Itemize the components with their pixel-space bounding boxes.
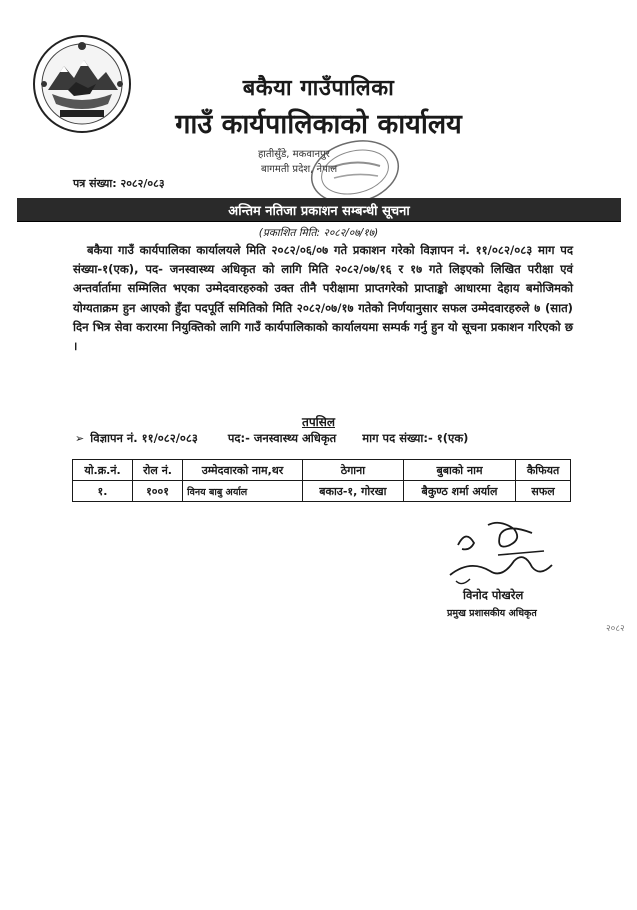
cell-address: बकाउ-१, गोरखा	[302, 481, 403, 502]
header-father-name: बुबाको नाम	[403, 460, 515, 481]
office-name: गाउँ कार्यपालिकाको कार्यालय	[175, 109, 462, 140]
header-roll: रोल नं.	[132, 460, 182, 481]
header-candidate-name: उम्मेदवारको नाम,थर	[183, 460, 303, 481]
post-name: पद:- जनस्वास्थ्य अधिकृत	[227, 431, 337, 445]
page-mark: २०८२	[606, 624, 625, 634]
header-serial: यो.क्र.नं.	[73, 460, 133, 481]
cell-candidate-name: विनय बाबु अर्याल	[183, 481, 303, 502]
published-date: (प्रकाशित मिति: २०८२/०७/१७)	[258, 227, 379, 239]
advertisement-details	[75, 431, 595, 446]
signature-icon	[440, 515, 580, 595]
reference-number: पत्र संख्या: २०८२/०८३	[73, 177, 165, 190]
result-table	[72, 459, 571, 502]
cell-remarks: सफल	[516, 481, 571, 502]
address-line-2: बागमती प्रदेश, नेपाल	[261, 164, 338, 175]
signatory-name: विनोद पोखरेल	[463, 588, 524, 602]
header-remarks: कैफियत	[516, 460, 571, 481]
advertisement-number: विज्ञापन नं. ११/०८२/०८३	[90, 431, 198, 445]
cell-roll: १००१	[132, 481, 182, 502]
notice-title: अन्तिम नतिजा प्रकाशन सम्बन्धी सूचना	[228, 203, 410, 219]
signatory-title: प्रमुख प्रशासकीय अधिकृत	[447, 608, 537, 619]
cell-father-name: बैकुण्ठ शर्मा अर्याल	[403, 481, 515, 502]
arrow-bullet-icon: ➢	[75, 432, 85, 445]
notice-body: बकैया गाउँ कार्यपालिका कार्यालयले मिति २०८२/०६/०७ गते प्रकाशन गरेको विज्ञापन नं. ११/०८२/०८३ माग पद संख्या-१(एक), पद- जनस्वास्थ्य अधिकृत को लागि मिति २०८२/०७/१६ र १७ गते लिइएको लिखित परीक्षा एवं अन्तर्वार्तामा सम्मिलित भएका उम्मेदवारहरुको उक्त तीनै परीक्षामा प्राप्तगरेको प्राप्ताङ्को आधारमा देहाय बमोजिमको योग्यताक्रम हुन आएको हुँदा पदपूर्ति समितिको मिति २०८२/०७/१७ गतेको निर्णयानुसार सफल उम्मेदवारहरुले ७ (सात) दिन भित्र सेवा करारमा नियुक्तिको लागि गाउँ कार्यपालिकाको कार्यालयमा सम्पर्क गर्नु हुन यो सूचना प्रकाशन गरिएको छ ।	[73, 243, 573, 354]
notice-title-banner	[17, 198, 621, 221]
table-row	[73, 481, 571, 502]
municipality-name: बकैया गाउँपालिका	[242, 76, 395, 101]
cell-serial: १.	[73, 481, 133, 502]
header-address: ठेगाना	[302, 460, 403, 481]
address-line-1: हातीसुँडे, मकवानपुर	[258, 149, 330, 160]
table-header-row	[73, 460, 571, 481]
schedule-heading: तपसिल	[301, 415, 335, 429]
demand-count: माग पद संख्या:- १(एक)	[362, 431, 469, 445]
